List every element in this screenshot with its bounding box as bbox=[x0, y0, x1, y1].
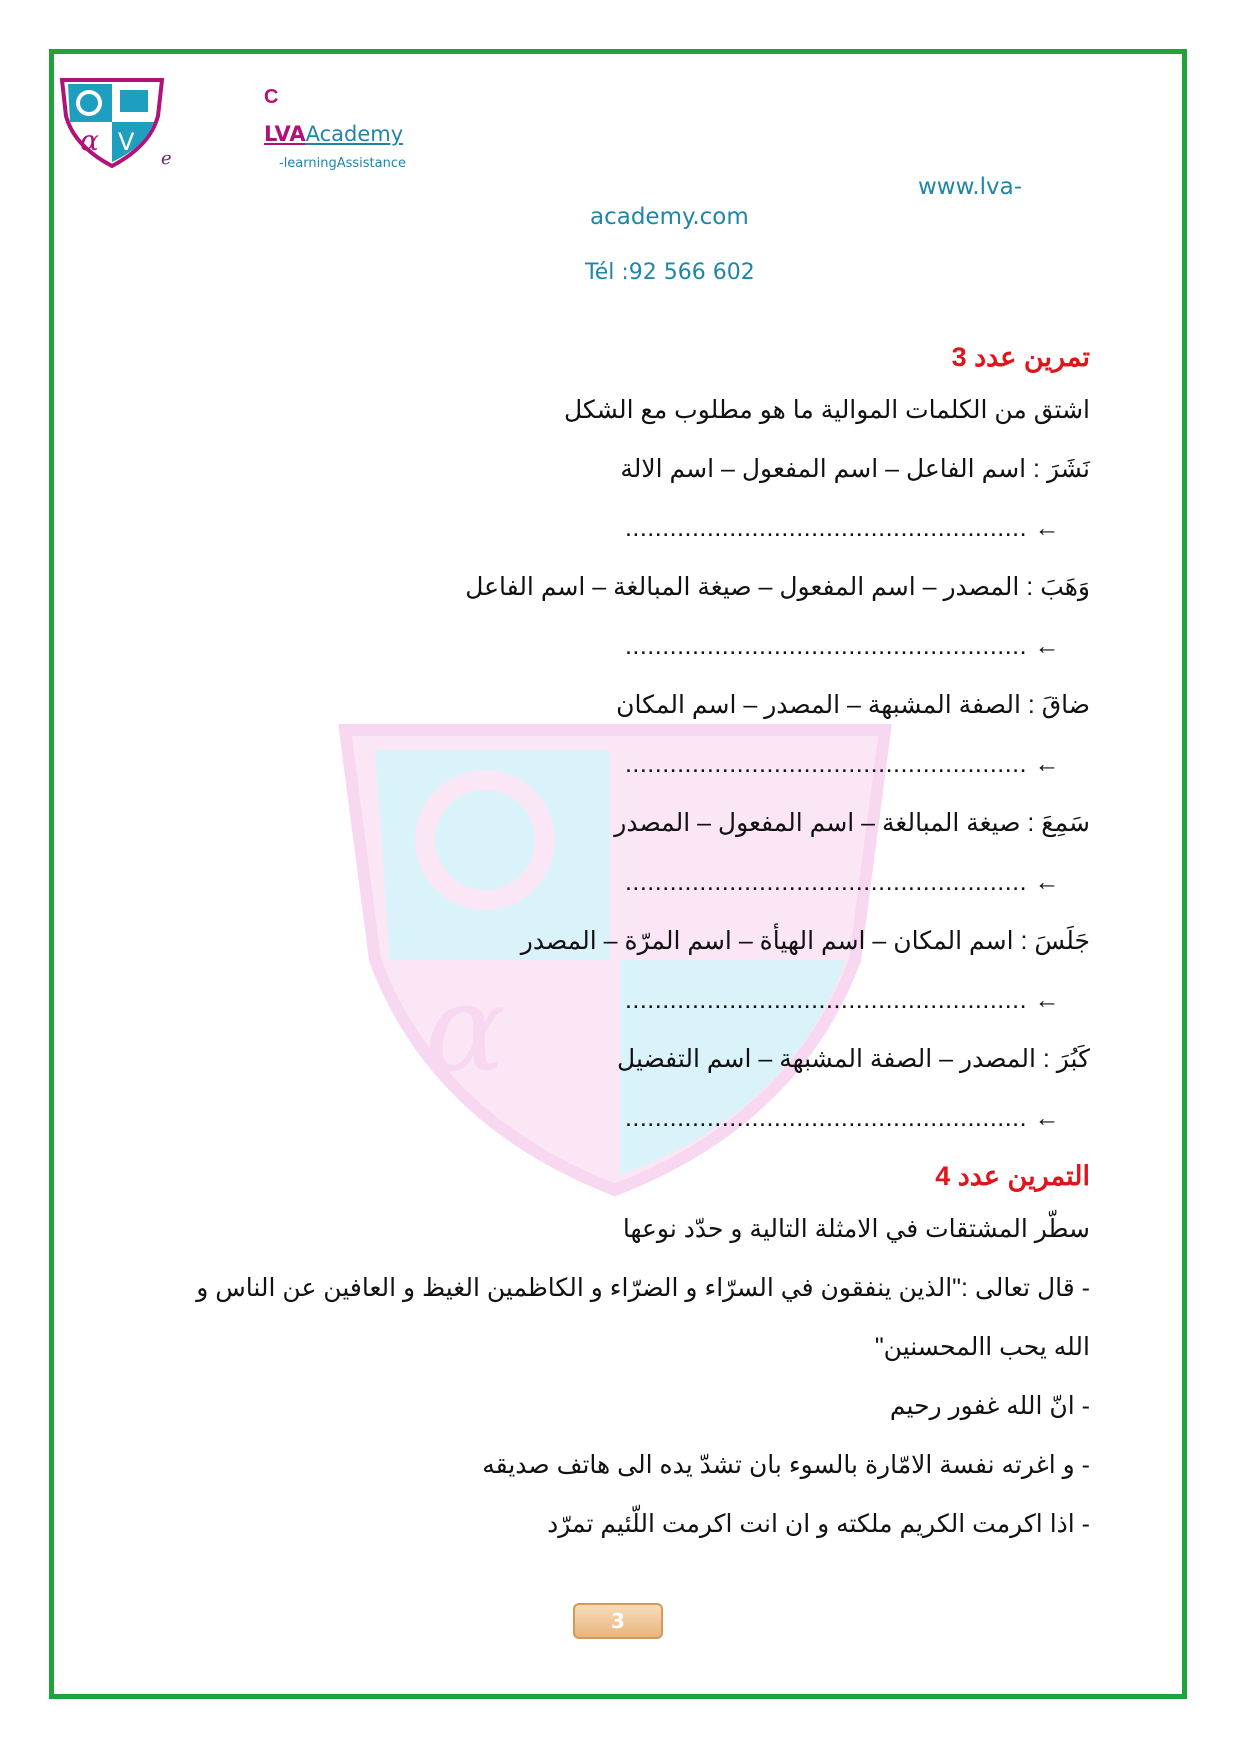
svg-text:α: α bbox=[80, 124, 99, 157]
answer-blank[interactable]: ← ...................................................... bbox=[624, 986, 1060, 1014]
svg-text:α: α bbox=[425, 960, 507, 1099]
academy-logo-icon bbox=[58, 76, 166, 168]
answer-blank[interactable]: ← ...................................................... bbox=[624, 632, 1060, 660]
exercise-3-item: نَشَرَ : اسم الفاعل – اسم المفعول – اسم الالة bbox=[620, 455, 1090, 483]
main-content bbox=[150, 338, 1090, 1563]
brand-tagline: -learningAssistance bbox=[279, 156, 406, 171]
website-line-1: www.lva- bbox=[918, 174, 1023, 200]
answer-blank[interactable]: ← ...................................................... bbox=[624, 514, 1060, 542]
exercise-4-line: الله يحب االمحسنين" bbox=[874, 1333, 1090, 1361]
exercise-3-item: جَلَسَ : اسم المكان – اسم الهيأة – اسم المرّة – المصدر bbox=[520, 927, 1090, 955]
exercise-3-item: وَهَبَ : المصدر – اسم المفعول – صيغة المبالغة – اسم الفاعل bbox=[465, 573, 1090, 601]
exercise-4-line: - اذا اكرمت الكريم ملكته و ان انت اكرمت اللّئيم تمرّد bbox=[547, 1510, 1090, 1538]
brand-suffix: Academy bbox=[305, 122, 404, 146]
answer-blank[interactable]: ← ...................................................... bbox=[624, 750, 1060, 778]
brand-name bbox=[264, 122, 403, 146]
exercise-3-title: تمرين عدد 3 bbox=[951, 342, 1090, 372]
brand-letter: C bbox=[264, 86, 279, 108]
answer-blank[interactable]: ← ...................................................... bbox=[624, 868, 1060, 896]
phone-number: Tél :92 566 602 bbox=[585, 260, 755, 285]
exercise-3-instruction: اشتق من الكلمات الموالية ما هو مطلوب مع الشكل bbox=[563, 396, 1090, 424]
exercise-4-line: - انّ الله غفور رحيم bbox=[889, 1392, 1090, 1420]
logo-side-letter: e bbox=[161, 148, 172, 169]
exercise-4-instruction: سطّر المشتقات في الامثلة التالية و حدّد نوعها bbox=[622, 1215, 1090, 1243]
svg-text:V: V bbox=[645, 958, 721, 1086]
exercise-3-item: ضاقَ : الصفة المشبهة – المصدر – اسم المكان bbox=[616, 691, 1090, 719]
svg-text:V: V bbox=[118, 128, 135, 156]
website-line-2: academy.com bbox=[590, 204, 749, 230]
exercise-4-line: - و اغرته نفسة الامّارة بالسوء بان تشدّ يده الى هاتف صديقه bbox=[482, 1451, 1090, 1479]
answer-blank[interactable]: ← ...................................................... bbox=[624, 1104, 1060, 1132]
exercise-3-item: سَمِعَ : صيغة المبالغة – اسم المفعول – المصدر bbox=[614, 809, 1090, 837]
page-number: 3 bbox=[573, 1603, 663, 1639]
exercise-3-item: كَبُرَ : المصدر – الصفة المشبهة – اسم التفضيل bbox=[617, 1045, 1090, 1073]
exercise-4-title: التمرين عدد 4 bbox=[935, 1161, 1090, 1191]
brand-prefix: LVA bbox=[264, 122, 306, 146]
exercise-4-line: - قال تعالى :"الذين ينفقون في السرّاء و الضرّاء و الكاظمين الغيظ و العافين عن الناس و bbox=[196, 1274, 1090, 1302]
